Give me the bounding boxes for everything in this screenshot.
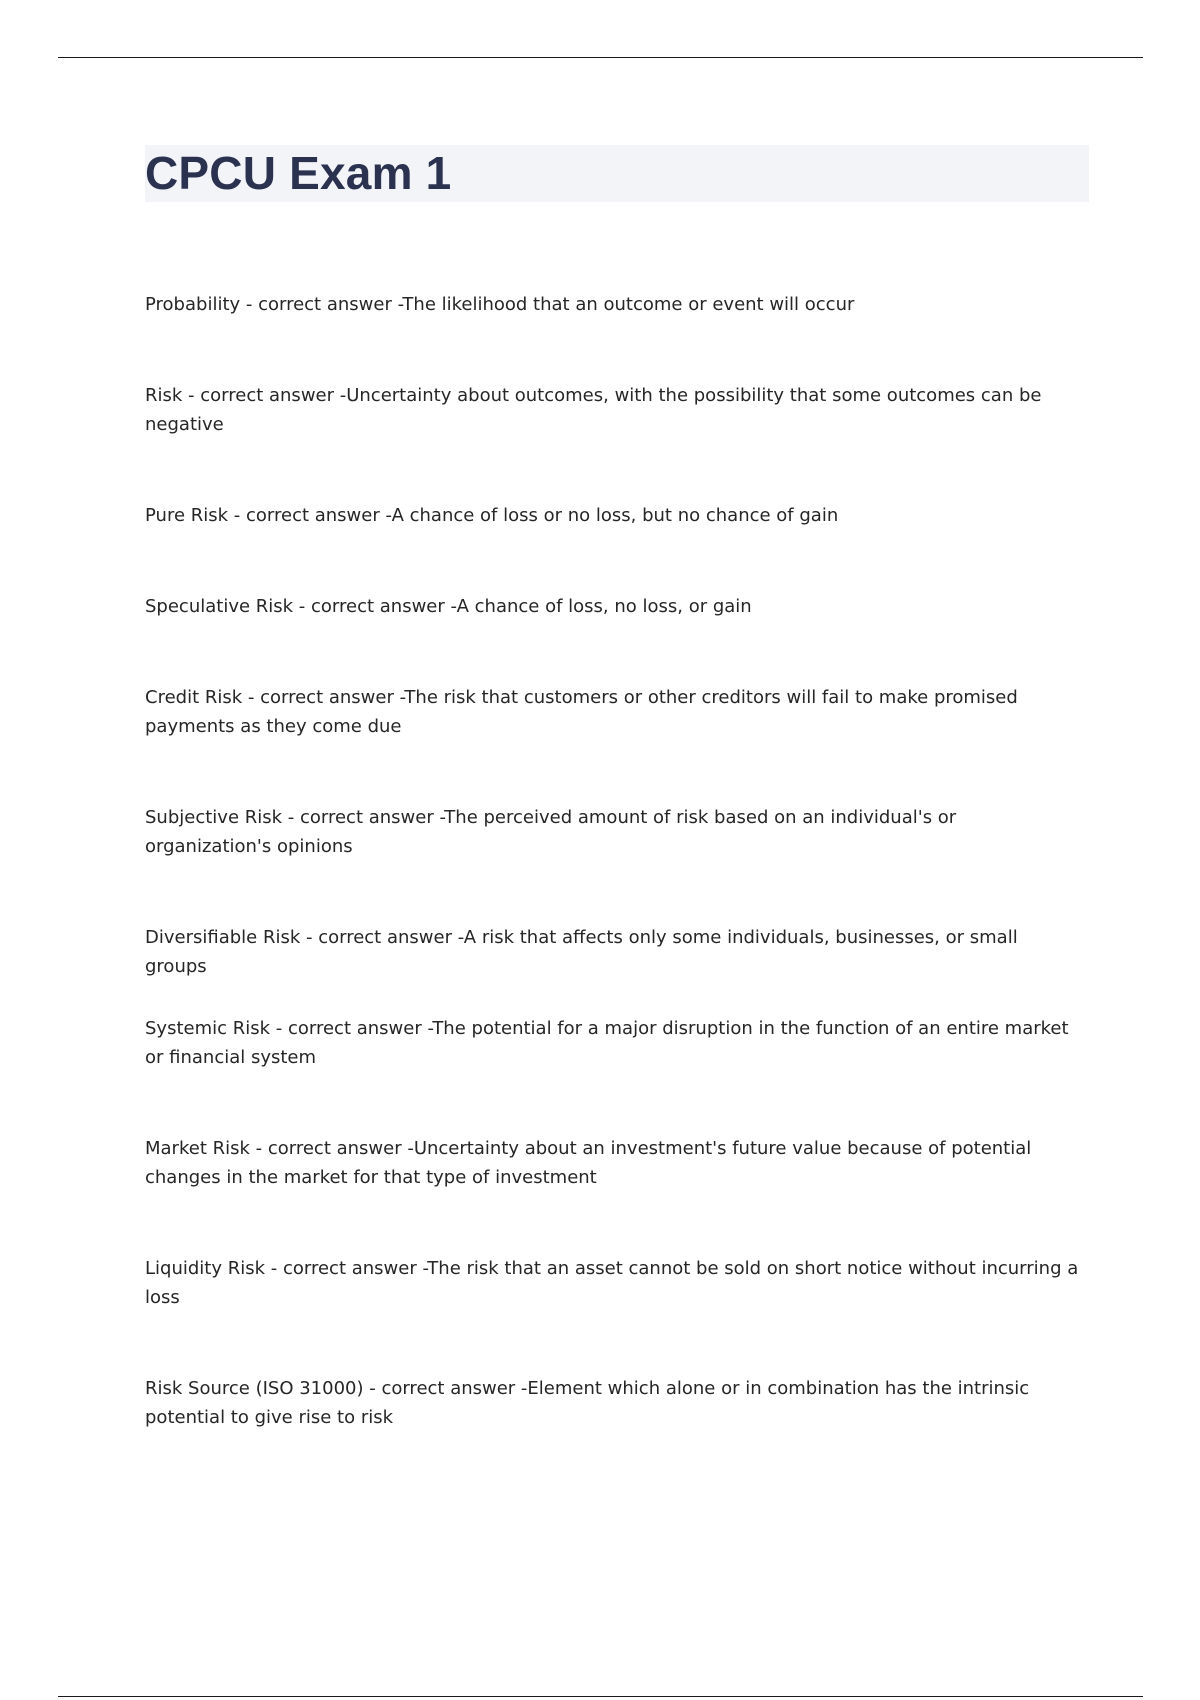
flashcard-entry-probability: Probability - correct answer -The likelihood that an outcome or event will occur <box>145 294 855 315</box>
flashcard-entry-pure-risk: Pure Risk - correct answer -A chance of loss or no loss, but no chance of gain <box>145 505 839 526</box>
flashcard-list <box>145 290 1085 1494</box>
flashcard-entry-risk-source: Risk Source (ISO 31000) - correct answer -Element which alone or in combination has the intrinsic potential to give rise to risk <box>145 1378 1030 1428</box>
flashcard-entry-credit-risk: Credit Risk - correct answer -The risk that customers or other creditors will fail to make promised payments as they come due <box>145 687 1018 737</box>
flashcard-entry-subjective-risk: Subjective Risk - correct answer -The perceived amount of risk based on an individual's or organization's opinions <box>145 807 957 857</box>
flashcard-entry-diversifiable-risk: Diversifiable Risk - correct answer -A risk that affects only some individuals, businesses, or small groups <box>145 927 1018 977</box>
flashcard-entry-risk: Risk - correct answer -Uncertainty about outcomes, with the possibility that some outcomes can be negative <box>145 385 1042 435</box>
flashcard-entry-market-risk: Market Risk - correct answer -Uncertainty about an investment's future value because of potential changes in the market for that type of investment <box>145 1138 1032 1188</box>
flashcard-entry-systemic-risk: Systemic Risk - correct answer -The potential for a major disruption in the function of an entire market or financial system <box>145 1018 1069 1068</box>
flashcard-entry-speculative-risk: Speculative Risk - correct answer -A chance of loss, no loss, or gain <box>145 596 752 617</box>
page-title: CPCU Exam 1 <box>145 147 452 199</box>
top-rule <box>58 57 1143 58</box>
flashcard-entry-liquidity-risk: Liquidity Risk - correct answer -The risk that an asset cannot be sold on short notice without incurring a loss <box>145 1258 1079 1308</box>
bottom-rule <box>58 1696 1143 1697</box>
